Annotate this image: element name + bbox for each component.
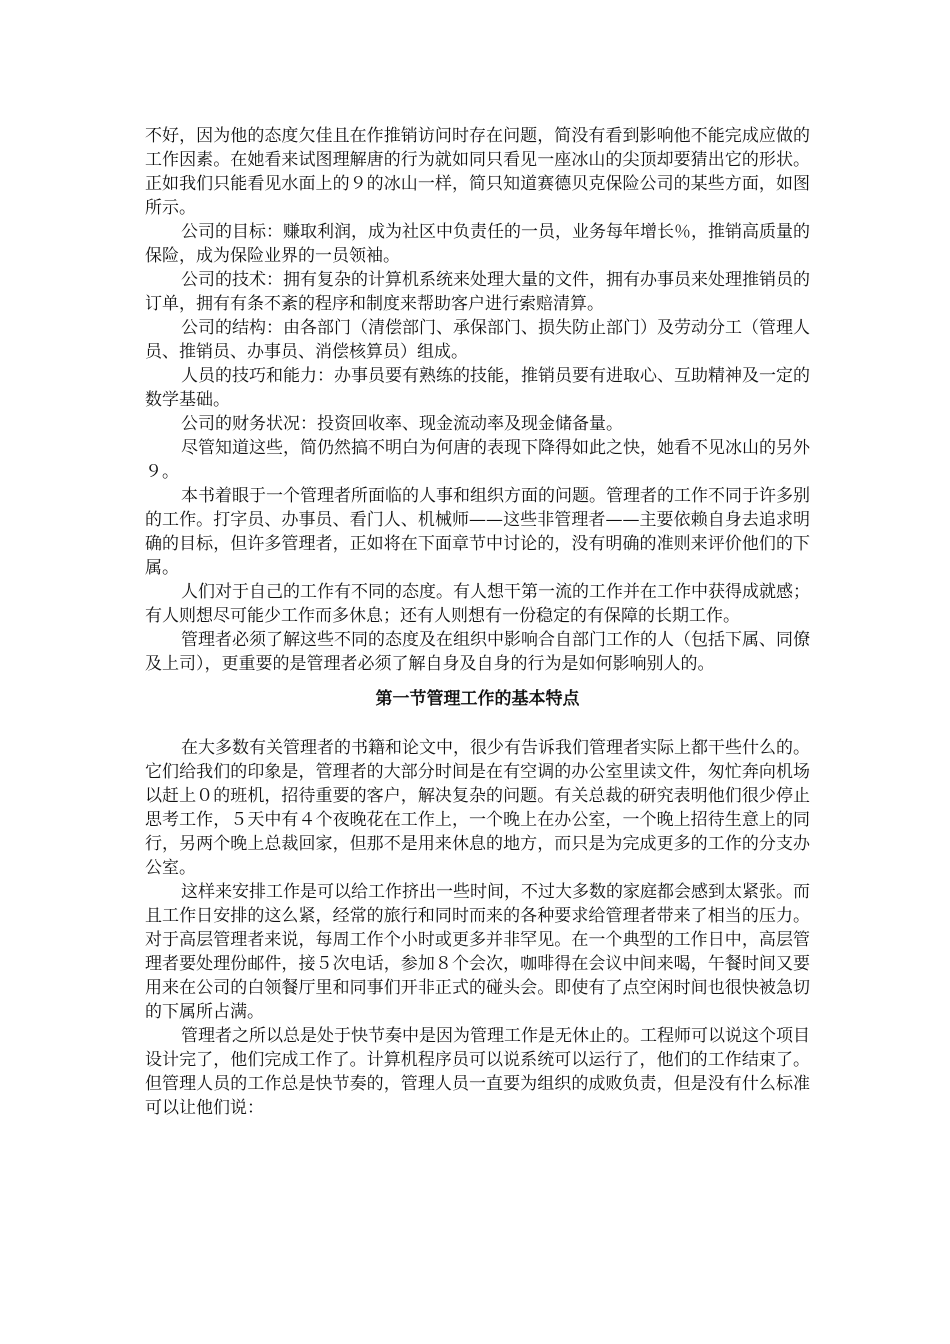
paragraph-managers-daily-work: 在大多数有关管理者的书籍和论文中，很少有告诉我们管理者实际上都干些什么的。它们给我们的印象是，管理者的大部分时间是在有空调的办公室里读文件，匆忙奔向机场以赶上０的班机，招待重要的客户，解决复杂的问题。有关总裁的研究表明他们很少停止思考工作，５天中有４个夜晚花在工作上，一个晚上在办公室，一个晚上招待生意上的同行，另两个晚上总裁回家，但那不是用来休息的地方，而只是为完成更多的工作的分支办公室。 bbox=[145, 738, 810, 878]
section-heading: 第一节管理工作的基本特点 bbox=[375, 689, 580, 709]
paragraph-staff-skills: 人员的技巧和能力：办事员要有熟练的技能，推销员要有进取心、互助精神及一定的数学基础。 bbox=[145, 366, 810, 410]
paragraph-fast-pace: 管理者之所以总是处于快节奏中是因为管理工作是无休止的。工程师可以说这个项目设计完了，他们完成工作了。计算机程序员可以说系统可以运行了，他们的工作结束了。但管理人员的工作总是快节奏的，管理人员一直要为组织的成败负责，但是没有什么标准可以让他们说： bbox=[145, 1026, 810, 1118]
paragraph-company-goals: 公司的目标：赚取利润，成为社区中负责任的一员，业务每年增长％，推销高质量的保险，成为保险业界的一员领袖。 bbox=[145, 222, 810, 266]
paragraph-book-focus: 本书着眼于一个管理者所面临的人事和组织方面的问题。管理者的工作不同于许多别的工作。打字员、办事员、看门人、机械师——这些非管理者——主要依赖自身去追求明确的目标，但许多管理者，正如将在下面章节中讨论的，没有明确的准则来评价他们的下属。 bbox=[145, 486, 810, 578]
document-body bbox=[145, 124, 810, 1120]
paragraph-work-pressure: 这样来安排工作是可以给工作挤出一些时间，不过大多数的家庭都会感到太紧张。而且工作日安排的这么紧，经常的旅行和同时而来的各种要求给管理者带来了相当的压力。对于高层管理者来说，每周工作个小时或更多并非罕见。在一个典型的工作日中，高层管理者要处理份邮件，接５次电话，参加８个会次，咖啡得在会议中间来喝，午餐时间又要用来在公司的白领餐厅里和同事们开非正式的碰头会。即使有了点空闲时间也很快被急切的下属所占满。 bbox=[145, 882, 810, 1022]
paragraph-iceberg: 尽管知道这些，简仍然搞不明白为何唐的表现下降得如此之快，她看不见冰山的另外９。 bbox=[145, 438, 810, 482]
paragraph-continuation: 不好，因为他的态度欠佳且在作推销访问时存在问题，简没有看到影响他不能完成应做的工作因素。在她看来试图理解唐的行为就如同只看见一座冰山的尖顶却要猜出它的形状。正如我们只能看见水面上的９的冰山一样，简只知道赛德贝克保险公司的某些方面，如图所示。 bbox=[145, 126, 810, 218]
paragraph-financial-status: 公司的财务状况：投资回收率、现金流动率及现金储备量。 bbox=[181, 414, 623, 434]
paragraph-company-technology: 公司的技术：拥有复杂的计算机系统来处理大量的文件，拥有办事员来处理推销员的订单，拥有有条不紊的程序和制度来帮助客户进行索赔清算。 bbox=[145, 270, 810, 314]
paragraph-managers-understanding: 管理者必须了解这些不同的态度及在组织中影响合自部门工作的人（包括下属、同僚及上司），更重要的是管理者必须了解自身及自身的行为是如何影响别人的。 bbox=[145, 630, 810, 674]
paragraph-work-attitudes: 人们对于自己的工作有不同的态度。有人想干第一流的工作并在工作中获得成就感；有人则想尽可能少工作而多休息；还有人则想有一份稳定的有保障的长期工作。 bbox=[145, 582, 810, 626]
paragraph-company-structure: 公司的结构：由各部门（清偿部门、承保部门、损失防止部门）及劳动分工（管理人员、推销员、办事员、消偿核算员）组成。 bbox=[145, 318, 810, 362]
